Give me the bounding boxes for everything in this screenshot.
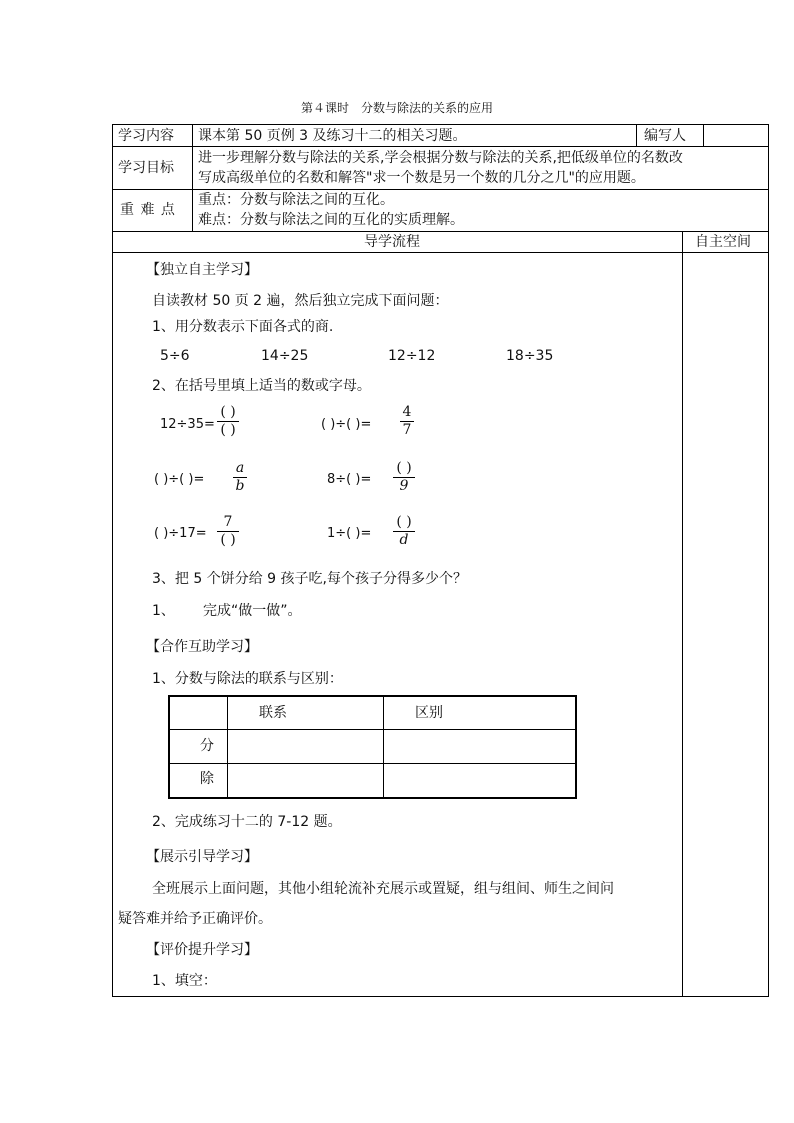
compare-prompt: 1、分数与除法的联系与区别： [152,671,343,687]
goal-label: 学习目标 [118,160,174,176]
division-item: 12÷12 [388,348,436,364]
col-divider [192,124,193,231]
flow-header: 导学流程 [364,234,420,250]
key-line-1: 重点：分数与除法之间的互化。 [198,192,394,208]
question-4-number: 1、 [152,603,175,619]
equation-5: ( )÷17= [154,526,207,541]
division-item: 18÷35 [506,348,554,364]
lesson-table [112,124,769,997]
question-3: 3、把 5 个饼分给 9 孩子吃,每个孩子分得多少个？ [152,571,467,587]
goal-line-2: 写成高级单位的名数和解答"求一个数是另一个数的几分之几"的应用题。 [198,170,645,186]
row-header-fraction: 分 [200,738,214,754]
key-line-2: 难点：分数与除法之间的互化的实质理解。 [198,212,464,228]
author-label: 编写人 [644,128,686,144]
question-1: 1、用分数表示下面各式的商. [152,319,334,335]
col-divider [636,124,637,146]
fill-blank-prompt: 1、填空： [152,973,217,989]
division-item: 5÷6 [160,348,190,364]
lesson-number: 第４课时 [300,101,349,115]
content-label: 学习内容 [118,128,174,144]
equation-2: ( )÷( )= [321,417,372,432]
row-divider [112,231,769,232]
display-text-line-2: 疑答难并给予正确评价。 [118,911,272,927]
row-divider [112,252,769,253]
fraction-blank: ( ) ( ) [217,405,239,438]
inner-row-divider [168,729,577,730]
division-item: 14÷25 [261,348,309,364]
inner-row-divider [168,763,577,764]
row-divider [112,189,769,190]
col-divider [682,231,683,997]
section-guided-display: 【展示引导学习】 [146,849,258,865]
content-text: 课本第 50 页例 3 及练习十二的相关习题。 [198,128,467,144]
lesson-title: 分数与除法的关系的应用 [361,101,494,115]
key-label: 重 难 点 [120,202,176,218]
col-header-relation: 联系 [259,705,287,721]
col-header-difference: 区别 [415,705,443,721]
exercise-instruction: 2、完成练习十二的 7-12 题。 [152,814,342,830]
comparison-table [168,695,577,799]
section-cooperative-study: 【合作互助学习】 [146,639,258,655]
col-divider [703,124,704,146]
question-4-text: 完成“做一做”。 [203,603,302,619]
display-text-line-1: 全班展示上面问题，其他小组轮流补充展示或置疑，组与组间、师生之间问 [152,881,614,897]
inner-col-divider [383,695,384,799]
question-2: 2、在括号里填上适当的数或字母。 [152,378,371,394]
equation-6: 1÷( )= [327,526,372,541]
equation-4: 8÷( )= [327,472,372,487]
page-title [0,99,794,116]
fraction-7-blank: 7 ( ) [217,515,239,548]
fraction-a-b: a b [233,461,247,494]
fraction-blank-9: ( ) 9 [393,461,415,494]
equation-3: ( )÷( )= [154,472,205,487]
goal-line-1: 进一步理解分数与除法的关系,学会根据分数与除法的关系,把低级单位的名数改 [198,150,683,166]
space-header: 自主空间 [695,234,751,250]
instruction-text: 自读教材 50 页 2 遍，然后独立完成下面问题： [152,293,449,309]
fraction-blank-d: ( ) d [393,515,415,548]
row-header-division: 除 [200,771,214,787]
fraction-4-7: 4 7 [400,405,414,438]
inner-col-divider [227,695,228,799]
equation-1: 12÷35= [160,417,215,432]
section-independent-study: 【独立自主学习】 [146,262,258,278]
section-evaluation: 【评价提升学习】 [146,942,258,958]
row-divider [112,146,769,147]
